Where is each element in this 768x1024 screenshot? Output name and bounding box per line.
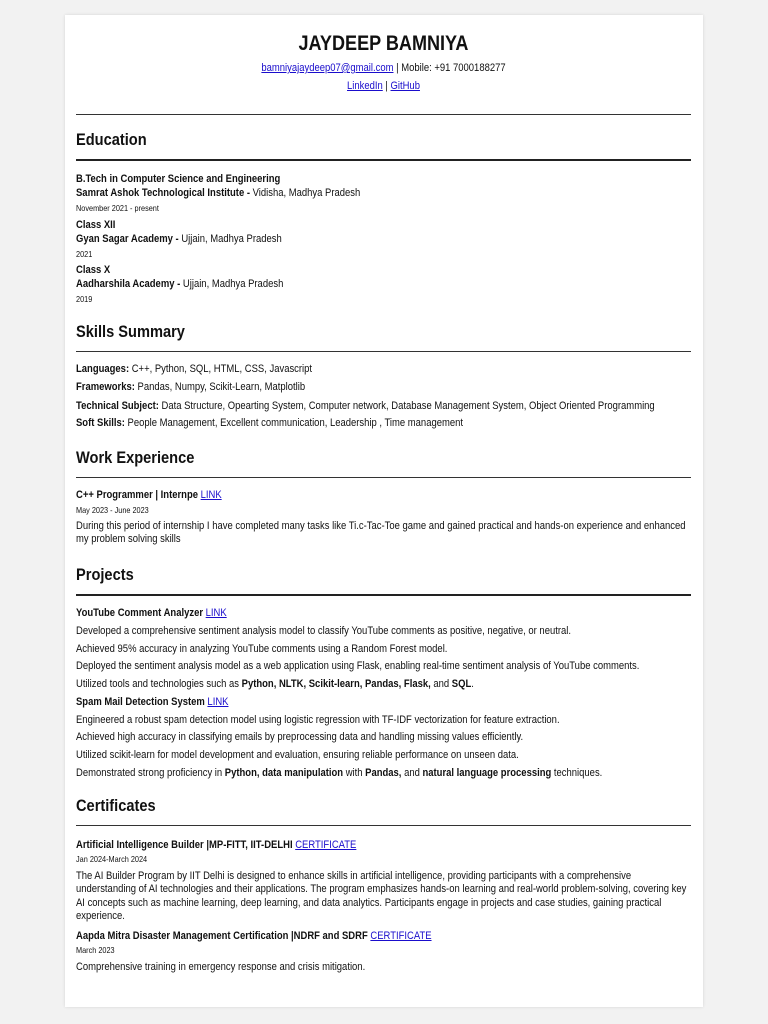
- work-link[interactable]: LINK: [200, 489, 222, 501]
- project-point: Utilized scikit-learn for model development and evaluation, ensuring reliable performance on unseen data.: [76, 749, 519, 761]
- work-description: During this period of internship I have completed many tasks like Ti.c-Tac-Toe game and gained practical and hands-on experience and enhanced my problem solving skills: [76, 520, 686, 546]
- projects-heading: Projects: [76, 565, 134, 584]
- edu-degree: B.Tech in Computer Science and Engineering: [76, 173, 281, 185]
- skill-label: Soft Skills:: [76, 417, 125, 429]
- project-link[interactable]: LINK: [207, 696, 229, 708]
- certificates-heading: Certificates: [76, 796, 156, 815]
- project-name: YouTube Comment Analyzer: [76, 607, 206, 619]
- project-title-line: [76, 607, 227, 620]
- certificate-description: Comprehensive training in emergency response and crisis mitigation.: [76, 961, 366, 973]
- edu-school-line: [76, 187, 360, 200]
- linkedin-link[interactable]: LinkedIn: [347, 80, 383, 92]
- skills-heading: Skills Summary: [76, 322, 185, 341]
- certificate-name: Artificial Intelligence Builder |MP-FITT, IIT-DELHI: [76, 839, 296, 851]
- edu-degree: Class XII: [76, 219, 116, 231]
- edu-date: 2021: [76, 249, 93, 259]
- edu-date: November 2021 - present: [76, 203, 159, 213]
- certificates-divider: [76, 825, 691, 826]
- edu-school: Gyan Sagar Academy -: [76, 233, 179, 245]
- certificate-date: March 2023: [76, 945, 115, 955]
- education-heading: Education: [76, 130, 147, 149]
- project-point: Achieved high accuracy in classifying emails by preprocessing data and handling missing values efficiently.: [76, 731, 524, 743]
- skill-row: [76, 417, 463, 430]
- skills-divider: [76, 351, 691, 352]
- skill-value: C++, Python, SQL, HTML, CSS, Javascript: [129, 363, 313, 375]
- project-point: Developed a comprehensive sentiment analysis model to classify YouTube comments as positive, negative, or neutral.: [76, 625, 571, 637]
- certificate-title-line: [76, 839, 356, 852]
- skill-row: [76, 400, 655, 413]
- skill-value: Pandas, Numpy, Scikit-Learn, Matplotlib: [134, 381, 306, 393]
- text: Demonstrated strong proficiency in: [76, 767, 225, 779]
- work-role-line: [76, 489, 222, 502]
- certificate-description: The AI Builder Program by IIT Delhi is designed to enhance skills in artificial intelligence, providing participants with a comprehensive understanding of AI technologies and their applications. The program emphasizes hands-on learning and real-world problem-solving, covering key AI concepts such as machine learning, deep learning, and data analytics. Participants engage in projects and case studies, gaining practical experience.: [76, 870, 687, 923]
- certificate-title-line: [76, 930, 432, 943]
- text: techniques.: [551, 767, 603, 779]
- link-separator: |: [385, 80, 388, 92]
- work-role: C++ Programmer | Internpe: [76, 489, 201, 501]
- skill-label: Frameworks:: [76, 381, 135, 393]
- contact-line: [119, 62, 648, 74]
- header-divider: [76, 114, 691, 115]
- project-title-line: [76, 696, 228, 709]
- edu-degree: Class X: [76, 264, 111, 276]
- work-heading: Work Experience: [76, 448, 195, 467]
- edu-school: Aadharshila Academy -: [76, 278, 181, 290]
- text: and: [430, 678, 452, 690]
- project-point: [76, 767, 602, 780]
- mobile-text: | Mobile: +91 7000188277: [396, 62, 506, 74]
- certificate-link[interactable]: CERTIFICATE: [295, 839, 357, 851]
- skill-label: Languages:: [76, 363, 130, 375]
- project-point: Deployed the sentiment analysis model as a web application using Flask, enabling real-time sentiment analysis of YouTube comments.: [76, 660, 640, 672]
- candidate-name: JAYDEEP BAMNIYA: [298, 32, 469, 55]
- text: with: [343, 767, 366, 779]
- edu-school: Samrat Ashok Technological Institute -: [76, 187, 250, 199]
- skill-value: People Management, Excellent communication, Leadership , Time management: [124, 417, 464, 429]
- projects-divider: [76, 594, 691, 596]
- edu-place: Ujjain, Madhya Pradesh: [178, 233, 282, 245]
- text: Python, data manipulation: [224, 767, 344, 779]
- text: Utilized tools and technologies such as: [76, 678, 242, 690]
- certificate-link[interactable]: CERTIFICATE: [370, 930, 432, 942]
- work-divider: [76, 477, 691, 478]
- text: Pandas,: [365, 767, 402, 779]
- edu-school-line: [76, 278, 283, 291]
- text: SQL: [451, 678, 472, 690]
- project-point: Achieved 95% accuracy in analyzing YouTube comments using a Random Forest model.: [76, 643, 448, 655]
- skill-row: [76, 381, 305, 394]
- resume-page: [65, 15, 703, 1007]
- project-point: Engineered a robust spam detection model using logistic regression with TF-IDF vectorization for feature extraction.: [76, 714, 560, 726]
- edu-date: 2019: [76, 294, 93, 304]
- github-link[interactable]: GitHub: [390, 80, 420, 92]
- profile-links: [119, 80, 648, 92]
- education-divider: [76, 159, 691, 161]
- edu-place: Ujjain, Madhya Pradesh: [180, 278, 284, 290]
- project-link[interactable]: LINK: [205, 607, 227, 619]
- text: natural language processing: [422, 767, 552, 779]
- email-link[interactable]: bamniyajaydeep07@gmail.com: [261, 62, 394, 74]
- skill-value: Data Structure, Opearting System, Computer network, Database Management System, Object Oriented Programming: [158, 400, 655, 412]
- skill-label: Technical Subject:: [76, 400, 159, 412]
- text: Python, NLTK, Scikit-learn, Pandas, Flask,: [241, 678, 431, 690]
- project-name: Spam Mail Detection System: [76, 696, 208, 708]
- text: .: [471, 678, 474, 690]
- work-date: May 2023 - June 2023: [76, 505, 149, 515]
- skill-row: [76, 363, 312, 376]
- certificate-name: Aapda Mitra Disaster Management Certification |NDRF and SDRF: [76, 930, 371, 942]
- certificate-date: Jan 2024-March 2024: [76, 854, 148, 864]
- text: and: [401, 767, 423, 779]
- project-point: [76, 678, 474, 691]
- edu-place: Vidisha, Madhya Pradesh: [249, 187, 361, 199]
- edu-school-line: [76, 233, 282, 246]
